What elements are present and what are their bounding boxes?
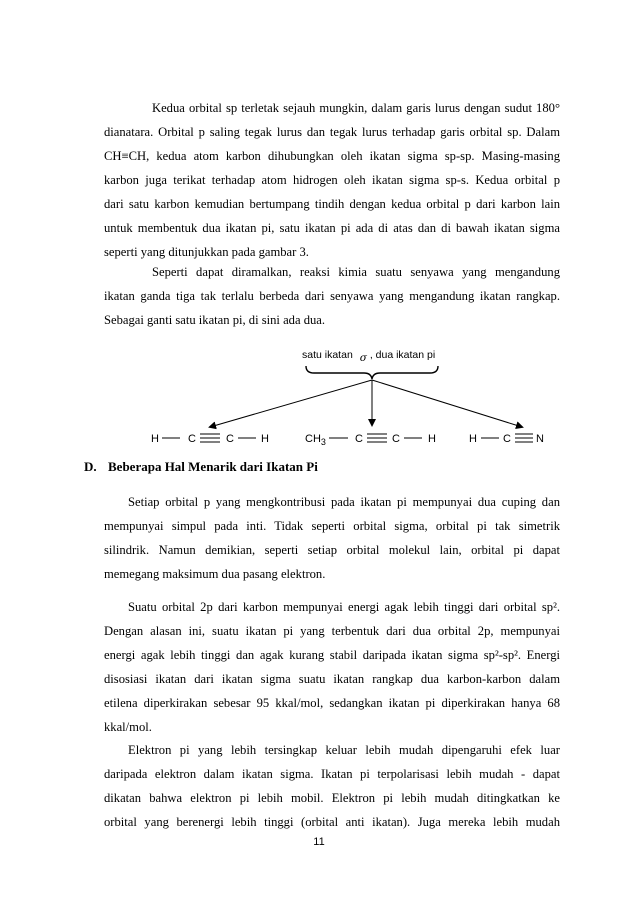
paragraph-5	[104, 738, 560, 834]
molecule-propyne	[305, 433, 436, 447]
arrow-right	[372, 380, 522, 427]
atom-label-main: CH	[305, 433, 321, 445]
page-number: 11	[313, 836, 325, 848]
atom-label: H	[469, 433, 477, 445]
text-line: mempunyai simpul pada inti. Tidak seperti orbital sigma, orbital pi tak simetrik	[104, 519, 560, 533]
molecule-ethyne	[151, 433, 269, 445]
text-line: memegang maksimum dua pasang elektron.	[104, 567, 326, 581]
text-line: dikatan bahwa elektron pi lebih mobil. Elektron pi lebih mudah ditingkatkan ke	[104, 791, 560, 805]
text-line: Setiap orbital p yang mengkontribusi pada ikatan pi mempunyai dua cuping dan	[128, 495, 560, 509]
atom-label: C	[355, 433, 363, 445]
figure-label-prefix: satu ikatan	[302, 349, 353, 361]
text-line: orbital yang berenergi lebih tinggi (orbital anti ikatan). Juga mereka lebih mudah	[104, 815, 560, 829]
text-line: CH≡CH, kedua atom karbon dihubungkan oleh ikatan sigma sp-sp. Masing-masing	[104, 149, 560, 163]
atom-label: C	[392, 433, 400, 445]
figure-label-suffix: , dua ikatan pi	[369, 349, 436, 361]
section-letter: D.	[84, 459, 97, 474]
atom-label: C	[503, 433, 511, 445]
text-line: etilena diperkirakan sebesar 95 kkal/mol, sedangkan ikatan pi diperkirakan hanya 68	[104, 696, 560, 710]
text-line: disosiasi ikatan dari ikatan sigma suatu ikatan rangkap dua karbon-karbon dalam	[104, 672, 560, 686]
molecule-hydrogen-cyanide	[469, 433, 544, 445]
section-title: Beberapa Hal Menarik dari Ikatan Pi	[108, 459, 318, 474]
arrow-left	[210, 380, 372, 427]
paragraph-3	[104, 490, 560, 586]
section-heading	[84, 459, 318, 475]
atom-label: H	[428, 433, 436, 445]
atom-label: H	[261, 433, 269, 445]
text-line: untuk membentuk dua ikatan pi, satu ikatan pi ada di atas dan di bawah ikatan sigma	[104, 221, 560, 235]
triple-bond-figure	[0, 340, 638, 450]
paragraph-4	[104, 595, 560, 739]
figure-label	[302, 349, 435, 364]
text-line: daripada elektron dalam ikatan sigma. Ikatan pi terpolarisasi lebih mudah - dapat	[104, 767, 560, 781]
atom-subscript: 3	[320, 437, 326, 447]
text-line: Sebagai ganti satu ikatan pi, di sini ada dua.	[104, 313, 326, 327]
text-line: Seperti dapat diramalkan, reaksi kimia suatu senyawa yang mengandung	[152, 265, 560, 279]
text-line: dari satu karbon kemudian bertumpang tindih dengan kedua orbital p dari karbon lain	[104, 197, 560, 211]
text-line: dianatara. Orbital p saling tegak lurus dan tegak lurus terhadap garis orbital sp. Dalam	[104, 125, 560, 139]
atom-label: N	[536, 433, 544, 445]
sigma-symbol: σ	[359, 352, 367, 364]
triple-bond	[515, 434, 533, 442]
triple-bond	[200, 434, 220, 442]
text-line: Dengan alasan ini, suatu ikatan pi yang terbentuk dari dua orbital 2p, mempunyai	[104, 624, 560, 638]
text-line: ikatan ganda tiga tak terlalu berbeda dari senyawa yang mengandung ikatan rangkap.	[104, 289, 560, 303]
atom-label	[305, 433, 326, 447]
atom-label: C	[188, 433, 196, 445]
text-line: seperti yang ditunjukkan pada gambar 3.	[104, 245, 309, 259]
curly-brace	[306, 366, 438, 379]
atom-label: C	[226, 433, 234, 445]
text-line: Elektron pi yang lebih tersingkap keluar lebih mudah dipengaruhi efek luar	[128, 743, 560, 757]
text-line: Suatu orbital 2p dari karbon mempunyai energi agak lebih tinggi dari orbital sp².	[128, 600, 560, 614]
text-line: kkal/mol.	[104, 720, 152, 734]
triple-bond	[367, 434, 387, 442]
atom-label: H	[151, 433, 159, 445]
paragraph-2	[104, 260, 560, 332]
paragraph-1	[104, 96, 560, 264]
text-line: karbon juga terikat terhadap atom hidrogen oleh ikatan sigma sp-s. Kedua orbital p	[104, 173, 560, 187]
text-line: energi agak lebih tinggi dan agak kurang stabil daripada ikatan sigma sp²-sp². Energi	[104, 648, 560, 662]
text-line: Kedua orbital sp terletak sejauh mungkin, dalam garis lurus dengan sudut 180°	[152, 101, 560, 115]
text-line: silindrik. Namun demikian, seperti setiap orbital molekul lain, orbital pi dapat	[104, 543, 560, 557]
